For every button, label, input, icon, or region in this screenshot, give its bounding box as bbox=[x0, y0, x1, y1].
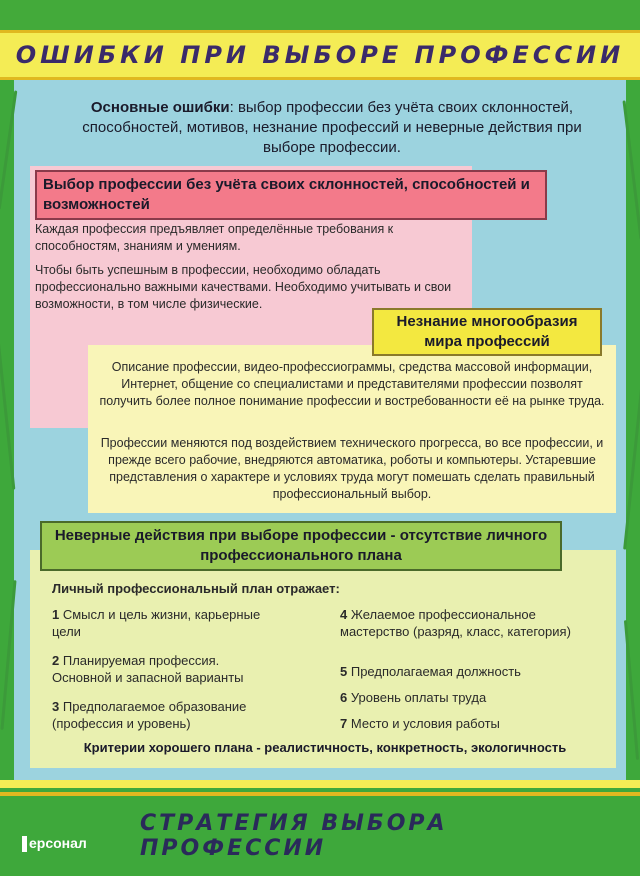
page-title: ОШИБКИ ПРИ ВЫБОРЕ ПРОФЕССИИ bbox=[15, 41, 625, 69]
plan-item-number: 7 bbox=[340, 716, 348, 731]
plan-item-number: 5 bbox=[340, 664, 348, 679]
section2-paragraph-2: Профессии меняются под воздействием технического прогресса, во все профессии, и прежде всего рабочие, внедряются автоматика, роботы и компьютеры. Устаревшие представления о характере и условиях труда могут помешать сделать правильный профессиональный выбор. bbox=[100, 436, 604, 501]
left-grass-border bbox=[0, 80, 14, 780]
plan-item-text: Уровень оплаты труда bbox=[350, 690, 487, 705]
plan-item-text: Предполагаемая должность bbox=[350, 664, 521, 679]
plan-item-text: Желаемое профессиональное мастерство (разряд, класс, категория) bbox=[340, 607, 571, 639]
plan-item-4 bbox=[340, 606, 580, 640]
grass-blade-decoration bbox=[622, 100, 640, 239]
plan-item-text: Смысл и цель жизни, карьерные цели bbox=[52, 607, 261, 639]
publisher-logo bbox=[22, 835, 87, 853]
intro-lead: Основные ошибки bbox=[90, 99, 230, 116]
footer-stripe bbox=[0, 780, 640, 788]
plan-item-text: Место и условия работы bbox=[350, 716, 500, 731]
plan-item-3 bbox=[52, 698, 292, 732]
top-border bbox=[0, 0, 640, 30]
grass-blade-decoration bbox=[623, 380, 640, 549]
right-grass-border bbox=[626, 80, 640, 780]
section2-heading: Незнание многообразия мира профессий bbox=[372, 308, 602, 356]
plan-item-6 bbox=[340, 689, 580, 706]
plan-intro: Личный профессиональный план отражает: bbox=[52, 581, 340, 596]
plan-item-2 bbox=[52, 652, 282, 686]
plan-item-number: 3 bbox=[52, 699, 60, 714]
plan-item-1 bbox=[52, 606, 282, 640]
section3-heading: Неверные действия при выборе профессии - отсутствие личного профессионального плана bbox=[40, 521, 562, 571]
section1-paragraph-1: Каждая профессия предъявляет определённые требования к способностям, знаниям и умениям. bbox=[35, 222, 394, 253]
plan-criteria: Критерии хорошего плана - реалистичность, конкретность, экологичность bbox=[83, 740, 567, 755]
footer-stripe-accent bbox=[0, 792, 640, 796]
plan-item-5 bbox=[340, 663, 580, 680]
section2-paragraph-1: Описание профессии, видео-профессиограммы, средства массовой информации, Интернет, общение со специалистами и представителями профессии позволят получить более полное понимание профессии и востребованности её на рынке труда. bbox=[99, 360, 605, 408]
plan-item-number: 6 bbox=[340, 690, 348, 705]
plan-item-7 bbox=[340, 715, 580, 732]
poster-body bbox=[12, 80, 628, 780]
header-band bbox=[0, 30, 640, 80]
plan-item-number: 4 bbox=[340, 607, 348, 622]
plan-item-text: Планируемая профессия. Основной и запасной варианты bbox=[52, 653, 244, 685]
section1-heading: Выбор профессии без учёта своих склонностей, способностей и возможностей bbox=[35, 170, 547, 220]
grass-blade-decoration bbox=[0, 330, 15, 489]
intro-rest: : выбор профессии без учёта своих склонностей, способностей, мотивов, незнание профессий и неверные действия при выборе профессии. bbox=[82, 99, 582, 156]
plan-item-text: Предполагаемое образование (профессия и уровень) bbox=[52, 699, 247, 731]
grass-blade-decoration bbox=[624, 620, 639, 760]
logo-text: ерсонал bbox=[29, 835, 87, 851]
plan-item-number: 1 bbox=[52, 607, 60, 622]
logo-icon bbox=[22, 836, 27, 852]
plan-item-number: 2 bbox=[52, 653, 60, 668]
section1-paragraph-2: Чтобы быть успешным в профессии, необходимо обладать профессионально важными качествами. Необходимо учитывать и свои возможности, в том числе физические. bbox=[35, 263, 452, 311]
intro-text bbox=[82, 98, 582, 158]
footer-title: СТРАТЕГИЯ ВЫБОРА ПРОФЕССИИ bbox=[140, 811, 448, 861]
